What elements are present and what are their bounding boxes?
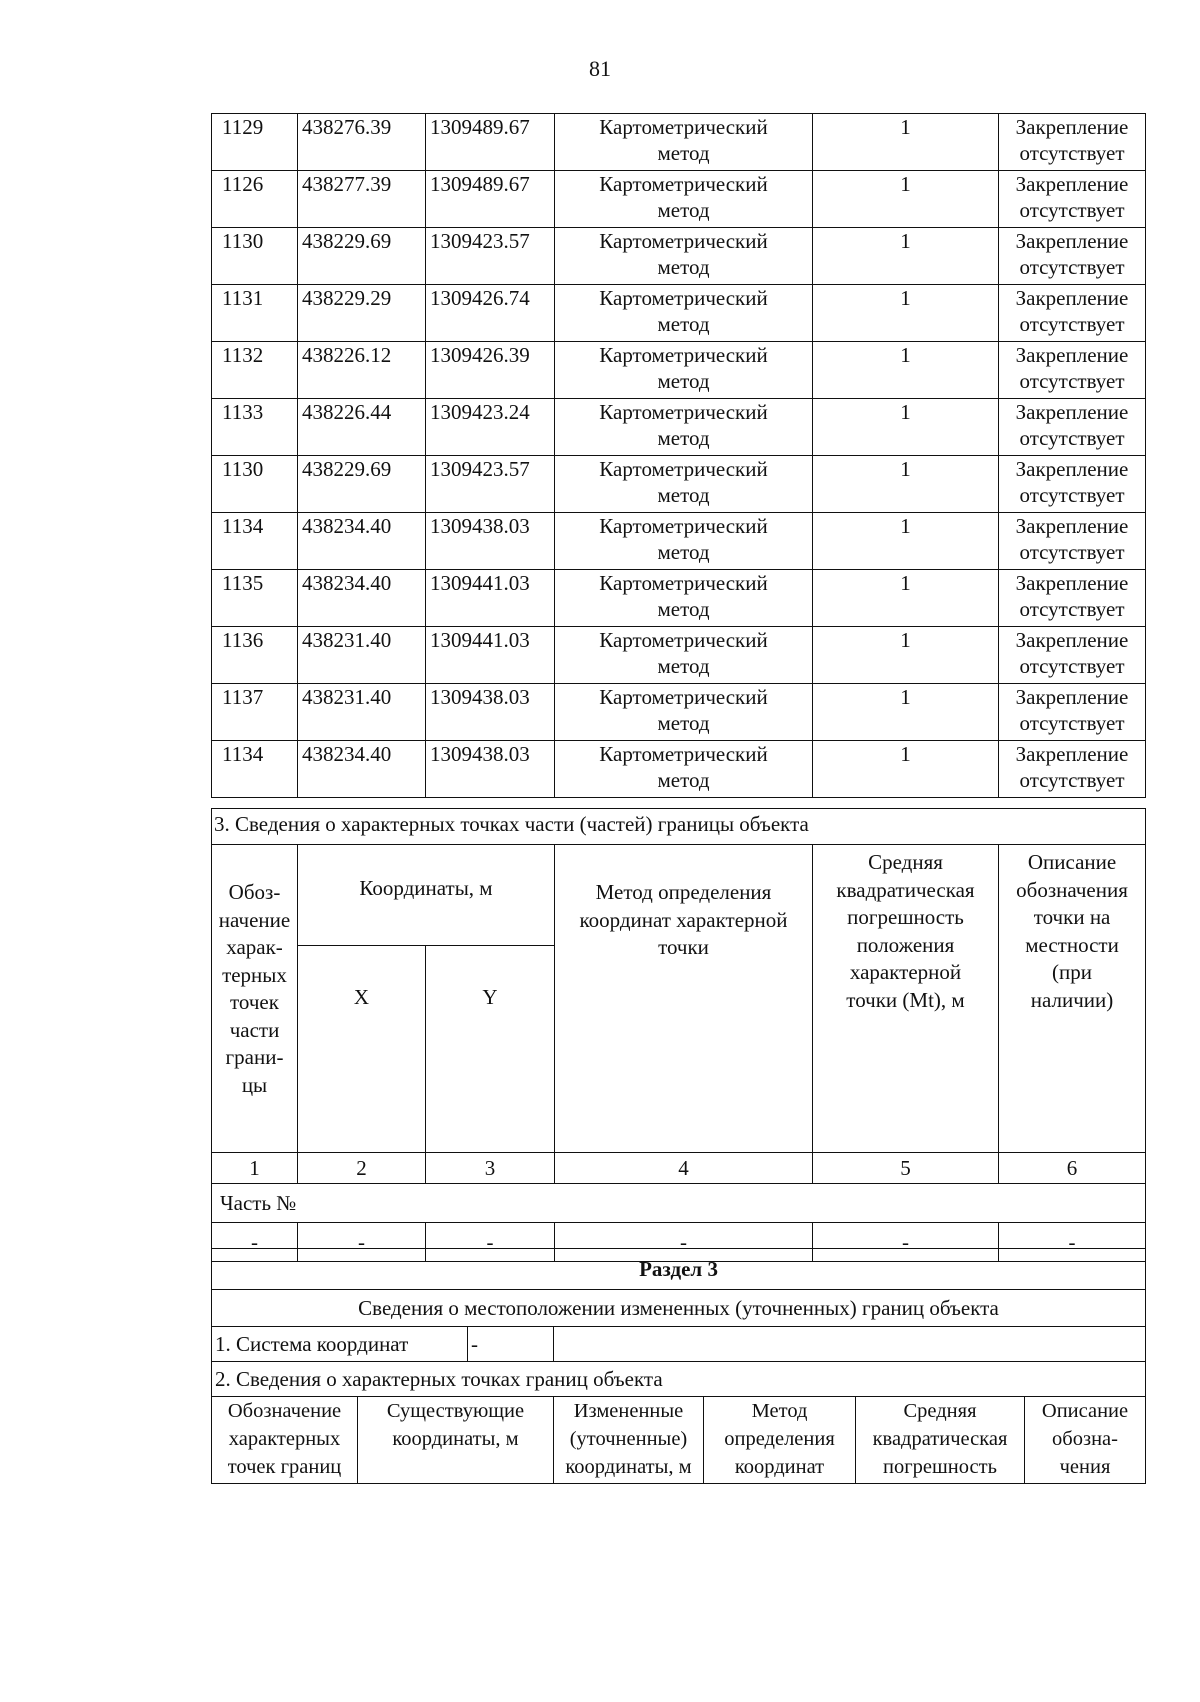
method-text: Картометрический метод [599, 172, 768, 222]
note [999, 570, 1146, 627]
table-row [212, 285, 1146, 342]
point-id [212, 228, 298, 285]
coord-x [298, 456, 426, 513]
method [555, 114, 813, 171]
empty-cell: - [298, 1223, 426, 1262]
error-text: 1 [900, 685, 911, 709]
point-id-text: 1137 [222, 685, 264, 709]
point-id-text: 1131 [222, 286, 264, 310]
header-description-text: Описание обозначения точки на местности (при наличии) [1016, 850, 1128, 1012]
point-id-text: 1133 [222, 400, 264, 424]
note-text: Закрепление отсутствует [1015, 343, 1129, 393]
error-text: 1 [900, 571, 911, 595]
method [555, 456, 813, 513]
coord-x [298, 684, 426, 741]
note-text: Закрепление отсутствует [1015, 115, 1129, 165]
razdel3-header-existing [358, 1397, 554, 1484]
razdel3-header-error-text: Средняя квадратическая погрешность [872, 1400, 1008, 1478]
note [999, 741, 1146, 798]
table-row [212, 684, 1146, 741]
coord-x-text: 438229.69 [302, 457, 392, 481]
empty-cell: - [999, 1223, 1146, 1262]
note-text: Закрепление отсутствует [1015, 400, 1129, 450]
coord-y-text: 1309438.03 [430, 685, 530, 709]
note [999, 228, 1146, 285]
method [555, 741, 813, 798]
error-text: 1 [900, 514, 911, 538]
coord-y-text: 1309423.57 [430, 229, 530, 253]
note-text: Закрепление отсутствует [1015, 172, 1129, 222]
razdel3-header-description-text: Описание обозна- чения [1041, 1400, 1129, 1478]
parts-caption: 3. Сведения о характерных точках части (частей) границы объекта [212, 809, 1146, 845]
note-text: Закрепление отсутствует [1015, 571, 1129, 621]
error [813, 171, 999, 228]
header-method [555, 845, 813, 1153]
point-id [212, 285, 298, 342]
coord-y [426, 285, 555, 342]
coord-y-text: 1309426.39 [430, 343, 530, 367]
coord-y [426, 171, 555, 228]
coord-y [426, 342, 555, 399]
razdel3-header-method-text: Метод определения координат [724, 1400, 835, 1478]
table-row [212, 627, 1146, 684]
error [813, 570, 999, 627]
coord-x-text: 438229.69 [302, 229, 392, 253]
note [999, 627, 1146, 684]
method-text: Картометрический метод [599, 571, 768, 621]
coord-y-text: 1309441.03 [430, 628, 530, 652]
razdel3-header-existing-text: Существующие координаты, м [386, 1400, 525, 1450]
table-row [212, 171, 1146, 228]
header-designation [212, 845, 298, 1153]
method [555, 627, 813, 684]
error [813, 114, 999, 171]
empty-cell: - [212, 1223, 298, 1262]
coord-y-text: 1309441.03 [430, 571, 530, 595]
error [813, 285, 999, 342]
note-text: Закрепление отсутствует [1015, 742, 1129, 792]
column-number: 1 [212, 1153, 298, 1184]
note-text: Закрепление отсутствует [1015, 514, 1129, 564]
method [555, 570, 813, 627]
point-id [212, 684, 298, 741]
point-id-text: 1135 [222, 571, 264, 595]
coord-x [298, 741, 426, 798]
razdel3-title: Раздел 3 [212, 1249, 1146, 1290]
coord-x [298, 342, 426, 399]
razdel3-header-description [1025, 1397, 1146, 1484]
coord-y [426, 228, 555, 285]
method [555, 513, 813, 570]
coord-y [426, 741, 555, 798]
empty-cell: - [555, 1223, 813, 1262]
razdel3-header-designation [212, 1397, 358, 1484]
coord-x-text: 438229.29 [302, 286, 392, 310]
table-row [212, 399, 1146, 456]
method [555, 285, 813, 342]
method-text: Картометрический метод [599, 286, 768, 336]
point-id [212, 570, 298, 627]
coord-y [426, 570, 555, 627]
coord-x-text: 438231.40 [302, 685, 392, 709]
error [813, 456, 999, 513]
note [999, 114, 1146, 171]
razdel3-header-error [856, 1397, 1025, 1484]
point-id [212, 456, 298, 513]
point-id-text: 1134 [222, 742, 264, 766]
error [813, 741, 999, 798]
error-text: 1 [900, 286, 911, 310]
method [555, 342, 813, 399]
points-caption: 2. Сведения о характерных точках границ объекта [212, 1362, 1146, 1397]
error [813, 228, 999, 285]
coord-x [298, 399, 426, 456]
column-number: 4 [555, 1153, 813, 1184]
column-number: 3 [426, 1153, 555, 1184]
method-text: Картометрический метод [599, 343, 768, 393]
error [813, 342, 999, 399]
method-text: Картометрический метод [599, 628, 768, 678]
point-id-text: 1130 [222, 457, 264, 481]
coord-y-text: 1309489.67 [430, 172, 530, 196]
point-id [212, 513, 298, 570]
point-id [212, 114, 298, 171]
note [999, 456, 1146, 513]
coord-system-label: 1. Система координат [212, 1327, 468, 1362]
note [999, 342, 1146, 399]
header-error [813, 845, 999, 1153]
note [999, 399, 1146, 456]
method [555, 684, 813, 741]
error [813, 684, 999, 741]
coord-x-text: 438277.39 [302, 172, 392, 196]
header-y: Y [426, 946, 555, 1153]
header-coordinates: Координаты, м [298, 845, 555, 946]
coord-x [298, 627, 426, 684]
point-id [212, 171, 298, 228]
method-text: Картометрический метод [599, 742, 768, 792]
method-text: Картометрический метод [599, 514, 768, 564]
razdel3-header-changed [554, 1397, 704, 1484]
coord-y [426, 627, 555, 684]
column-number: 6 [999, 1153, 1146, 1184]
coord-x-text: 438234.40 [302, 742, 392, 766]
method [555, 399, 813, 456]
point-id [212, 741, 298, 798]
table-row [212, 513, 1146, 570]
coord-x [298, 228, 426, 285]
point-id [212, 342, 298, 399]
page-number: 81 [589, 56, 611, 81]
method-text: Картометрический метод [599, 229, 768, 279]
coord-y-text: 1309438.03 [430, 742, 530, 766]
column-number: 2 [298, 1153, 426, 1184]
error-text: 1 [900, 115, 911, 139]
error [813, 399, 999, 456]
coord-x-text: 438226.12 [302, 343, 392, 367]
point-id-text: 1136 [222, 628, 264, 652]
point-id [212, 399, 298, 456]
coord-y [426, 399, 555, 456]
table-row [212, 228, 1146, 285]
coord-x-text: 438234.40 [302, 571, 392, 595]
point-id-text: 1132 [222, 343, 264, 367]
coord-x-text: 438234.40 [302, 514, 392, 538]
parts-table [211, 808, 1146, 1262]
error-text: 1 [900, 229, 911, 253]
header-method-text: Метод определения координат характерной точки [579, 880, 788, 959]
error [813, 513, 999, 570]
coord-y [426, 684, 555, 741]
coord-x [298, 171, 426, 228]
coord-x [298, 513, 426, 570]
coord-x-text: 438231.40 [302, 628, 392, 652]
table-row [212, 342, 1146, 399]
column-number: 5 [813, 1153, 999, 1184]
coord-y-text: 1309426.74 [430, 286, 530, 310]
coord-y [426, 456, 555, 513]
method [555, 171, 813, 228]
coord-system-empty [554, 1327, 1146, 1362]
header-designation-text: Обоз- начение харак- терных точек части грани- цы [218, 880, 291, 1097]
note-text: Закрепление отсутствует [1015, 286, 1129, 336]
header-x: X [298, 946, 426, 1153]
razdel3-table [211, 1248, 1146, 1484]
note-text: Закрепление отсутствует [1015, 229, 1129, 279]
table-row [212, 741, 1146, 798]
coord-x [298, 285, 426, 342]
coord-y [426, 114, 555, 171]
razdel3-subtitle: Сведения о местоположении измененных (уточненных) границ объекта [212, 1290, 1146, 1327]
note-text: Закрепление отсутствует [1015, 685, 1129, 735]
error-text: 1 [900, 172, 911, 196]
note-text: Закрепление отсутствует [1015, 628, 1129, 678]
part-number-label: Часть № [212, 1184, 1146, 1223]
note [999, 171, 1146, 228]
error-text: 1 [900, 742, 911, 766]
note [999, 684, 1146, 741]
empty-cell: - [426, 1223, 555, 1262]
point-id-text: 1130 [222, 229, 264, 253]
point-id-text: 1134 [222, 514, 264, 538]
points-table [211, 113, 1146, 798]
coord-y-text: 1309423.24 [430, 400, 530, 424]
coord-y-text: 1309423.57 [430, 457, 530, 481]
coord-y-text: 1309438.03 [430, 514, 530, 538]
header-error-text: Средняя квадратическая погрешность положения характерной точки (Mt), м [836, 850, 975, 1012]
method-text: Картометрический метод [599, 457, 768, 507]
point-id-text: 1126 [222, 172, 264, 196]
note [999, 285, 1146, 342]
error [813, 627, 999, 684]
coord-x-text: 438226.44 [302, 400, 392, 424]
header-description [999, 845, 1146, 1153]
error-text: 1 [900, 400, 911, 424]
coord-y [426, 513, 555, 570]
point-id [212, 627, 298, 684]
point-id-text: 1129 [222, 115, 264, 139]
coord-x [298, 570, 426, 627]
error-text: 1 [900, 457, 911, 481]
coord-x [298, 114, 426, 171]
razdel3-header-designation-text: Обозначение характерных точек границ [227, 1400, 342, 1478]
table-row [212, 456, 1146, 513]
razdel3-header-method [704, 1397, 856, 1484]
table-row [212, 570, 1146, 627]
method [555, 228, 813, 285]
error-text: 1 [900, 628, 911, 652]
method-text: Картометрический метод [599, 115, 768, 165]
method-text: Картометрический метод [599, 400, 768, 450]
error-text: 1 [900, 343, 911, 367]
empty-cell: - [813, 1223, 999, 1262]
coord-y-text: 1309489.67 [430, 115, 530, 139]
table-row [212, 114, 1146, 171]
note-text: Закрепление отсутствует [1015, 457, 1129, 507]
method-text: Картометрический метод [599, 685, 768, 735]
coord-x-text: 438276.39 [302, 115, 392, 139]
coord-system-value: - [468, 1327, 554, 1362]
note [999, 513, 1146, 570]
razdel3-header-changed-text: Измененные (уточненные) координаты, м [565, 1400, 692, 1478]
